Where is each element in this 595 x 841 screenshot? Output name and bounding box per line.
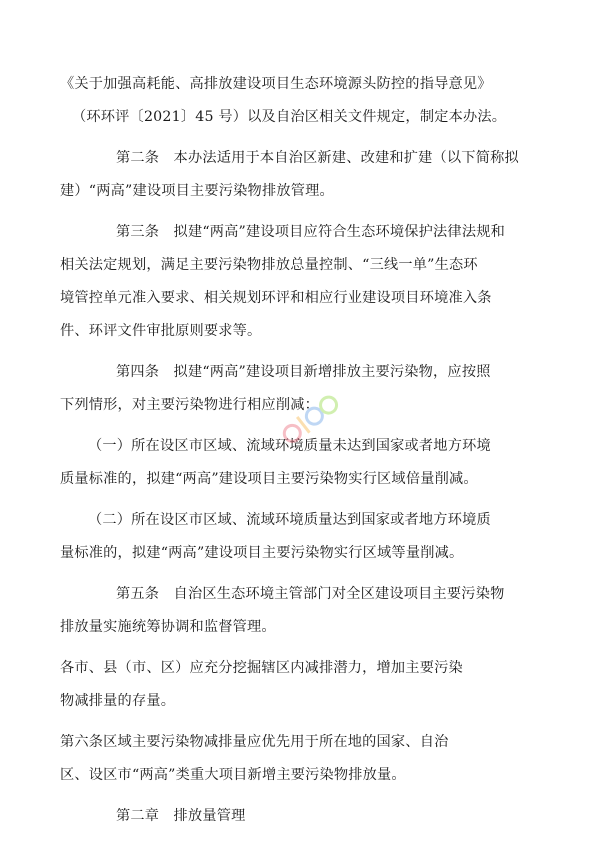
text-line: 第四条 拟建“两高”建设项目新增排放主要污染物，应按照 [116,364,491,380]
paragraph-article-6 [60,726,518,792]
text-line: （环环评〔2021〕45 号）以及自治区相关文件规定，制定本办法。 [72,109,507,125]
paragraph-intro-continuation [60,68,518,134]
paragraph-article-2 [60,142,519,208]
text-line: 第六条区域主要污染物减排量应优先用于所在地的国家、自治 [60,734,449,750]
text-line: 建）“两高”建设项目主要污染物排放管理。 [60,183,334,199]
paragraph-item-2 [60,504,518,570]
text-line: 第五条 自治区生态环境主管部门对全区建设项目主要污染物 [116,586,505,602]
paragraph-article-5 [60,578,518,644]
text-line: 件、环评文件审批原则要求等。 [60,323,262,339]
paragraph-article-5-cont [60,652,518,718]
text-line: 质量标准的，拟建“两高”建设项目主要污染物实行区域倍量削减。 [60,471,478,487]
text-line: 第二条 本办法适用于本自治区新建、改建和扩建（以下简称拟 [116,150,519,166]
text-line: 各市、县（市、区）应充分挖掘辖区内减排潜力，增加主要污染 [60,660,463,676]
text-line: 量标准的，拟建“两高”建设项目主要污染物实行区域等量削减。 [60,545,464,561]
text-line: （二）所在设区市区域、流域环境质量达到国家或者地方环境质 [88,512,491,528]
text-line: 第三条 拟建“两高”建设项目应符合生态环境保护法律法规和 [116,224,505,240]
text-line: 下列情形，对主要污染物进行相应削减： [60,397,319,413]
text-line: 相关法定规划，满足主要污染物排放总量控制、“三线一单”生态环 [60,257,478,273]
document-body [60,68,519,833]
chapter-heading [88,800,518,833]
text-line: 境管控单元准入要求、相关规划环评和相应行业建设项目环境准入条 [60,290,492,306]
text-line: （一）所在设区市区域、流域环境质量未达到国家或者地方环境 [88,438,491,454]
text-line: 区、设区市“两高”类重大项目新增主要污染物排放量。 [60,767,406,783]
text-line: 排放量实施统筹协调和监督管理。 [60,619,276,635]
text-line: 物减排量的存量。 [60,693,176,709]
text-line: 《关于加强高耗能、高排放建设项目生态环境源头防控的指导意见》 [60,76,492,92]
text-line: 第二章 排放量管理 [116,808,246,824]
paragraph-article-3 [60,216,518,348]
